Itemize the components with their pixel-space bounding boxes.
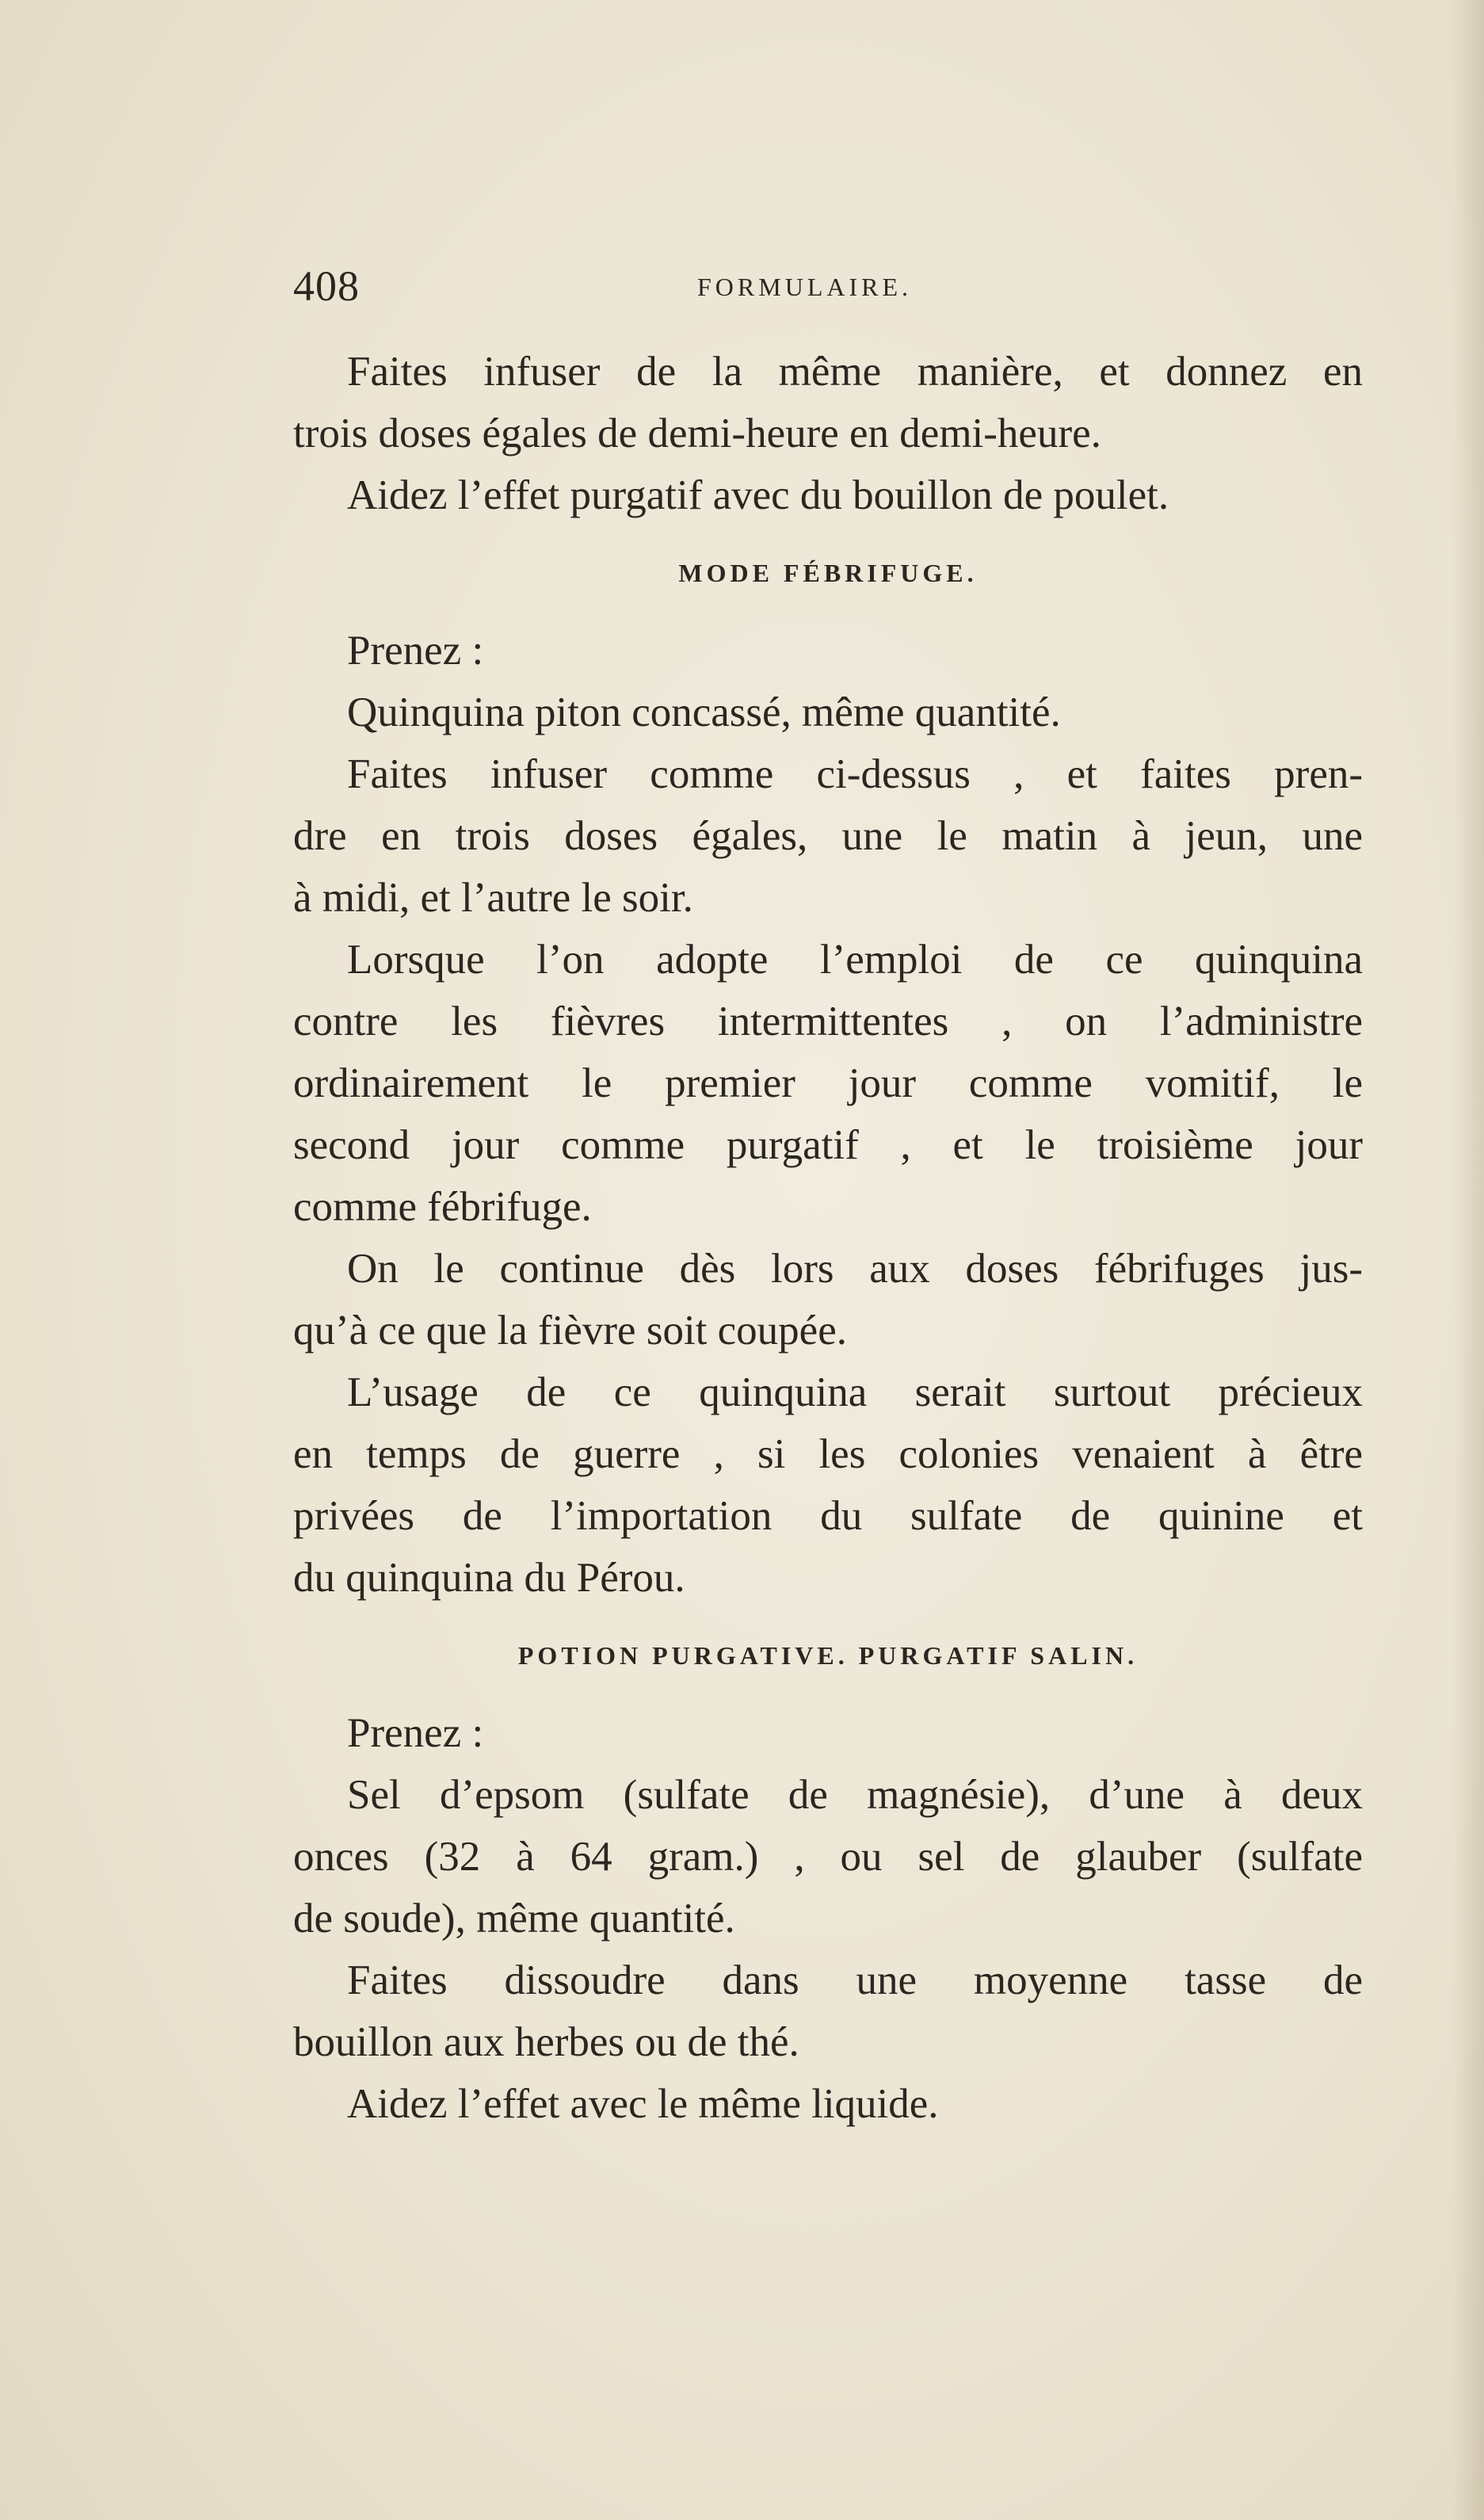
section-heading: POTION PURGATIVE. PURGATIF SALIN. [517,1641,1139,1670]
text-line: qu’à ce que la fièvre soit coupée. [293,1308,847,1354]
text-line: trois doses égales de demi-heure en demi-heure. [293,410,1101,456]
text-line: Prenez : [347,1710,484,1756]
text-line: en temps de guerre , si les colonies venaient à être [293,1431,1363,1477]
text-line: L’usage de ce quinquina serait surtout précieux [347,1369,1363,1415]
text-line: dre en trois doses égales, une le matin à jeun, une [293,813,1363,859]
body-text [293,341,1363,2135]
text-line: second jour comme purgatif , et le troisième jour [293,1122,1363,1168]
text-line: contre les fièvres intermittentes , on l’administre [293,998,1363,1044]
text-line: Sel d’epsom (sulfate de magnésie), d’une à deux [347,1772,1363,1818]
section-heading: MODE FÉBRIFUGE. [678,559,978,587]
text-line: privées de l’importation du sulfate de quinine et [293,1493,1363,1539]
text-line: ordinairement le premier jour comme vomitif, le [293,1060,1363,1106]
text-line: Faites infuser comme ci-dessus , et faites pren- [347,751,1363,797]
text-line: Faites infuser de la même manière, et donnez en [347,349,1363,395]
text-line: Faites dissoudre dans une moyenne tasse de [347,1957,1363,2003]
page-number: 408 [293,262,360,310]
text-line: à midi, et l’autre le soir. [293,875,693,921]
text-line: de soude), même quantité. [293,1896,735,1942]
text-line: Aidez l’effet avec le même liquide. [347,2081,939,2127]
text-line: Prenez : [347,628,484,674]
page-header [293,262,1355,309]
text-line: Lorsque l’on adopte l’emploi de ce quinquina [347,937,1363,983]
text-line: Aidez l’effet purgatif avec du bouillon de poulet. [347,472,1169,518]
text-line: bouillon aux herbes ou de thé. [293,2019,799,2065]
text-line: On le continue dès lors aux doses fébrifuges jus- [347,1246,1363,1292]
running-head: FORMULAIRE. [697,273,913,301]
text-line: onces (32 à 64 gram.) , ou sel de glauber (sulfate [293,1834,1363,1880]
text-line: Quinquina piton concassé, même quantité. [347,689,1061,735]
page-edge-shadow [1452,0,1484,2520]
text-line: du quinquina du Pérou. [293,1555,685,1601]
text-line: comme fébrifuge. [293,1184,592,1230]
